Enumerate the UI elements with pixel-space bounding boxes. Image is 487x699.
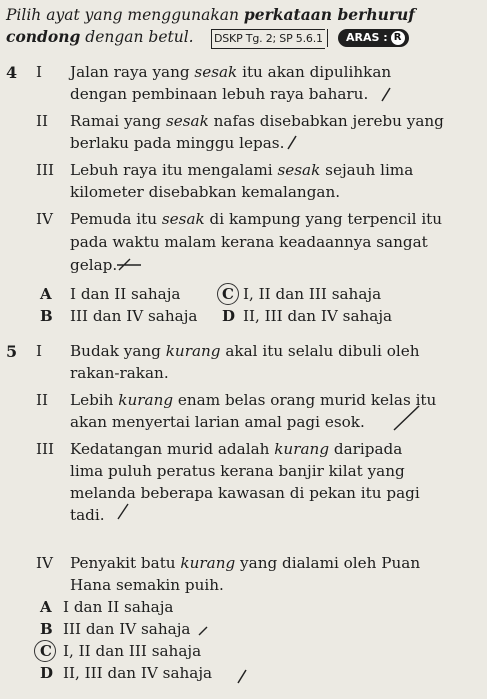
option-a[interactable]: I dan II sahaja [63,598,174,616]
statement-line: akan menyertai larian amal pagi esok. [70,413,365,431]
option-letter: B [40,307,53,325]
roman-numeral: I [36,63,42,81]
option-letter: D [40,664,54,682]
option-c[interactable]: I, II dan III sahaja [63,642,202,660]
option-d[interactable]: II, III dan IV sahaja [63,664,213,682]
italic-word: sesak [161,210,205,228]
statement-line: Jalan raya yang sesak itu akan dipulihkan [70,63,392,81]
roman-numeral: III [36,161,54,179]
statement-line: Hana semakin puih. [70,576,224,594]
italic-word: sesak [194,63,238,81]
statement-line: melanda beberapa kawasan di pekan itu pagi [70,484,420,502]
instruction-line-2 [6,28,194,46]
roman-numeral: I [36,342,42,360]
tick-mark-icon [197,624,209,636]
option-a[interactable]: I dan II sahaja [70,285,181,303]
tick-mark-icon [116,502,130,520]
option-letter: A [40,285,52,303]
instruction-text: Pilih ayat yang menggunakan [6,6,244,24]
statement-line: gelap. [70,256,118,274]
statement-line: kilometer disebabkan kemalangan. [70,183,341,201]
statement-line: Budak yang kurang akal itu selalu dibuli oleh [70,342,420,360]
roman-numeral: IV [36,210,53,228]
italic-word: kurang [118,391,174,409]
cross-mark-icon [116,256,142,272]
question-number: 4 [6,63,18,82]
instruction-bold: perkataan berhuruf [243,5,415,24]
option-c[interactable]: I, II dan III sahaja [243,285,382,303]
statement-line: Ramai yang sesak nafas disebabkan jerebu yang [70,112,444,130]
italic-word: kurang [180,554,236,572]
option-b[interactable]: III dan IV sahaja [63,620,191,638]
tick-mark-icon [380,86,392,102]
aras-badge [338,29,409,47]
italic-word: kurang [274,440,330,458]
roman-numeral: III [36,440,54,458]
statement-line: Kedatangan murid adalah kurang daripada [70,440,403,458]
option-letter: C [40,642,52,660]
instruction-bold-2: condong [6,27,81,46]
instruction-text-2: dengan betul. [80,28,194,46]
aras-label: ARAS : [346,31,388,44]
tick-mark-icon [236,668,248,684]
statement-line: pada waktu malam kerana keadaannya sangat [70,233,428,251]
aras-level: R [391,31,405,45]
statement-line: tadi. [70,506,105,524]
option-b[interactable]: III dan IV sahaja [70,307,198,325]
question-number: 5 [6,342,18,361]
roman-numeral: II [36,391,48,409]
roman-numeral: IV [36,554,53,572]
statement-line: rakan-rakan. [70,364,169,382]
statement-line: berlaku pada minggu lepas. [70,134,285,152]
statement-line: Penyakit batu kurang yang dialami oleh Puan [70,554,421,572]
option-letter: D [222,307,236,325]
reference-bracket [327,29,328,47]
italic-word: kurang [165,342,221,360]
option-letter: B [40,620,53,638]
italic-word: sesak [277,161,321,179]
option-letter: A [40,598,52,616]
tick-mark-icon [286,134,298,150]
italic-word: sesak [165,112,209,130]
statement-line: Lebuh raya itu mengalami sesak sejauh lima [70,161,414,179]
statement-line: Lebih kurang enam belas orang murid kelas itu [70,391,437,409]
dskp-reference: DSKP Tg. 2; SP 5.6.1 [211,29,325,49]
option-d[interactable]: II, III dan IV sahaja [243,307,393,325]
tick-mark-icon [392,404,422,432]
statement-line: Pemuda itu sesak di kampung yang terpencil itu [70,210,443,228]
option-letter: C [222,285,234,303]
statement-line: dengan pembinaan lebuh raya baharu. [70,85,369,103]
instruction-line-1 [6,6,415,24]
statement-line: lima puluh peratus kerana banjir kilat yang [70,462,405,480]
roman-numeral: II [36,112,48,130]
